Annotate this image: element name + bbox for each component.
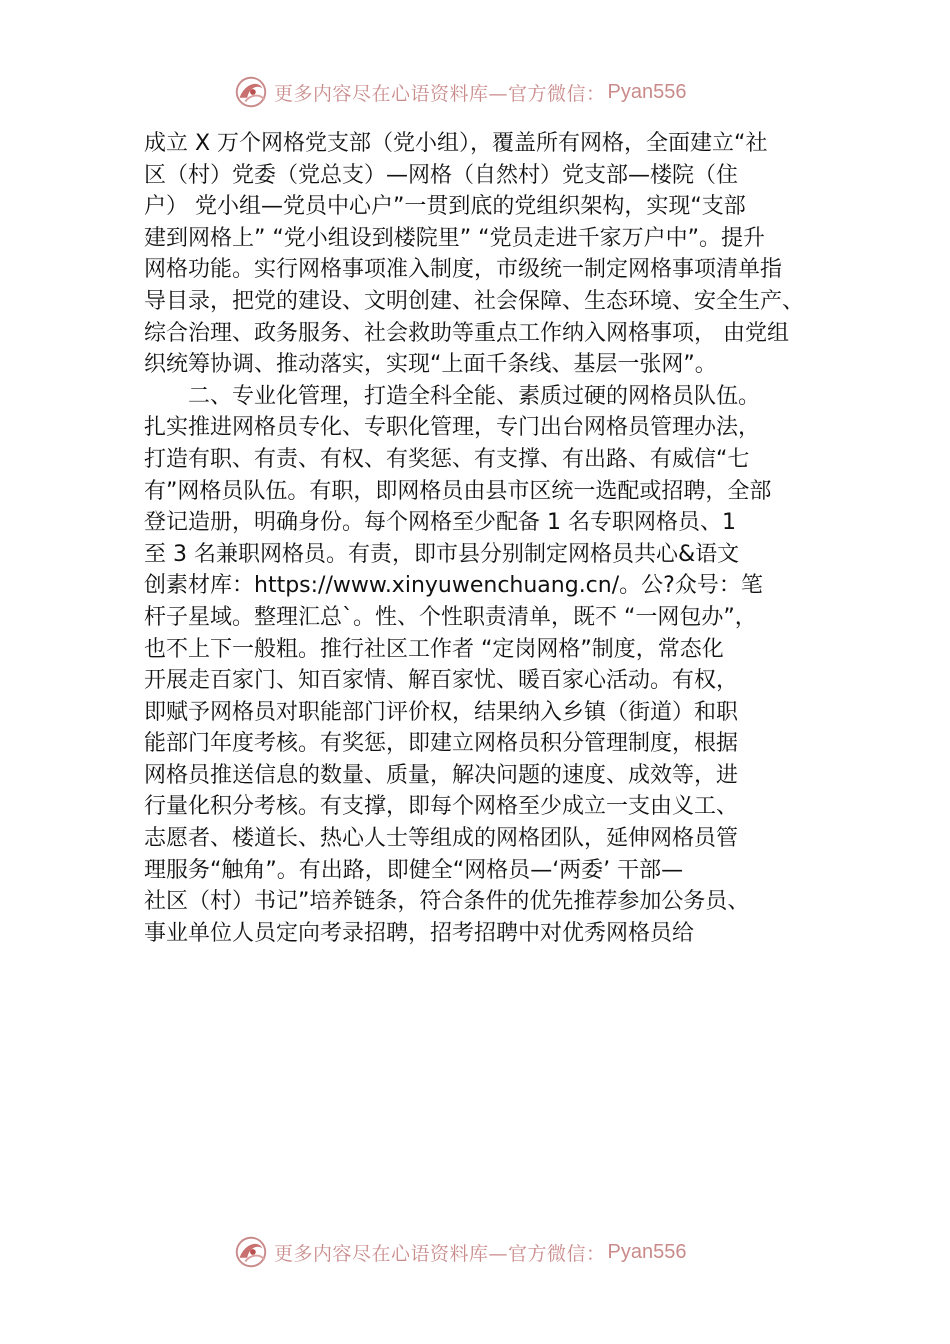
body-line: 户） 党小组—党员中心户”一贯到底的党组织架构，实现“支部 <box>144 194 746 220</box>
body-line: 综合治理、政务服务、社会救助等重点工作纳入网格事项， 由党组 <box>144 320 789 346</box>
body-line: 能部门年度考核。有奖惩，即建立网格员积分管理制度，根据 <box>144 731 739 757</box>
body-line: 区（村）党委（党总支）—网格（自然村）党支部—楼院（住 <box>144 162 739 188</box>
footer-banner-code: Pyan556 <box>607 1240 687 1263</box>
body-line: 理服务“触角”。有出路，即健全“网格员—‘两委’ 干部— <box>144 857 684 883</box>
body-line: 创素材库：https://www.xinyuwenchuang.cn/。公?众号：笔 <box>144 573 763 599</box>
body-line: 建到网格上” “党小组设到楼院里” “党员走进千家万户中”。提升 <box>144 225 765 251</box>
body-line: 即赋予网格员对职能部门评价权，结果纳入乡镇（街道）和职 <box>144 699 739 725</box>
body-line: 登记造册，明确身份。每个网格至少配备 1 名专职网格员、1 <box>144 510 736 536</box>
body-line: 社区（村）书记”培养链条，符合条件的优先推荐参加公务员、 <box>144 889 750 915</box>
swirl-logo-icon <box>232 1233 270 1271</box>
body-line: 开展走百家门、知百家情、解百家忧、暖百家心活动。有权， <box>144 668 739 694</box>
document-body <box>144 128 824 949</box>
swirl-logo-icon <box>232 73 270 111</box>
body-line: 至 3 名兼职网格员。有责，即市县分别制定网格员共心&语文 <box>144 541 740 567</box>
body-line: 行量化积分考核。有支撑，即每个网格至少成立一支由义工、 <box>144 794 739 820</box>
body-line: 成立 X 万个网格党支部（党小组），覆盖所有网格，全面建立“社 <box>144 131 768 156</box>
header-banner-text: 更多内容尽在心语资料库—官方微信： <box>274 82 606 105</box>
body-line: 志愿者、楼道长、热心人士等组成的网格团队，延伸网格员管 <box>144 826 739 852</box>
footer-banner-text: 更多内容尽在心语资料库—官方微信： <box>274 1242 606 1265</box>
section-heading-line: 二、专业化管理，打造全科全能、素质过硬的网格员队伍。 <box>188 383 761 409</box>
body-line: 杆子星域。整理汇总`。性、个性职责清单，既不 “一网包办”， <box>144 604 757 630</box>
header-banner <box>232 72 752 112</box>
body-line: 打造有职、有责、有权、有奖惩、有支撑、有出路、有威信“七 <box>144 446 750 472</box>
body-line: 事业单位人员定向考录招聘，招考招聘中对优秀网格员给 <box>144 920 695 946</box>
header-banner-code: Pyan556 <box>607 80 687 103</box>
body-line: 网格员推送信息的数量、质量，解决问题的速度、成效等，进 <box>144 762 739 788</box>
body-line: 也不上下一般粗。推行社区工作者 “定岗网格”制度，常态化 <box>144 636 724 662</box>
body-line: 有”网格员队伍。有职，即网格员由县市区统一选配或招聘，全部 <box>144 478 772 504</box>
body-line: 导目录，把党的建设、文明创建、社会保障、生态环境、安全生产、 <box>144 288 805 314</box>
body-line: 织统筹协调、推动落实，实现“上面千条线、基层一张网”。 <box>144 352 717 378</box>
body-line: 网格功能。实行网格事项准入制度，市级统一制定网格事项清单指 <box>144 257 783 283</box>
body-line: 扎实推进网格员专化、专职化管理，专门出台网格员管理办法， <box>144 415 761 441</box>
footer-banner <box>232 1232 752 1272</box>
